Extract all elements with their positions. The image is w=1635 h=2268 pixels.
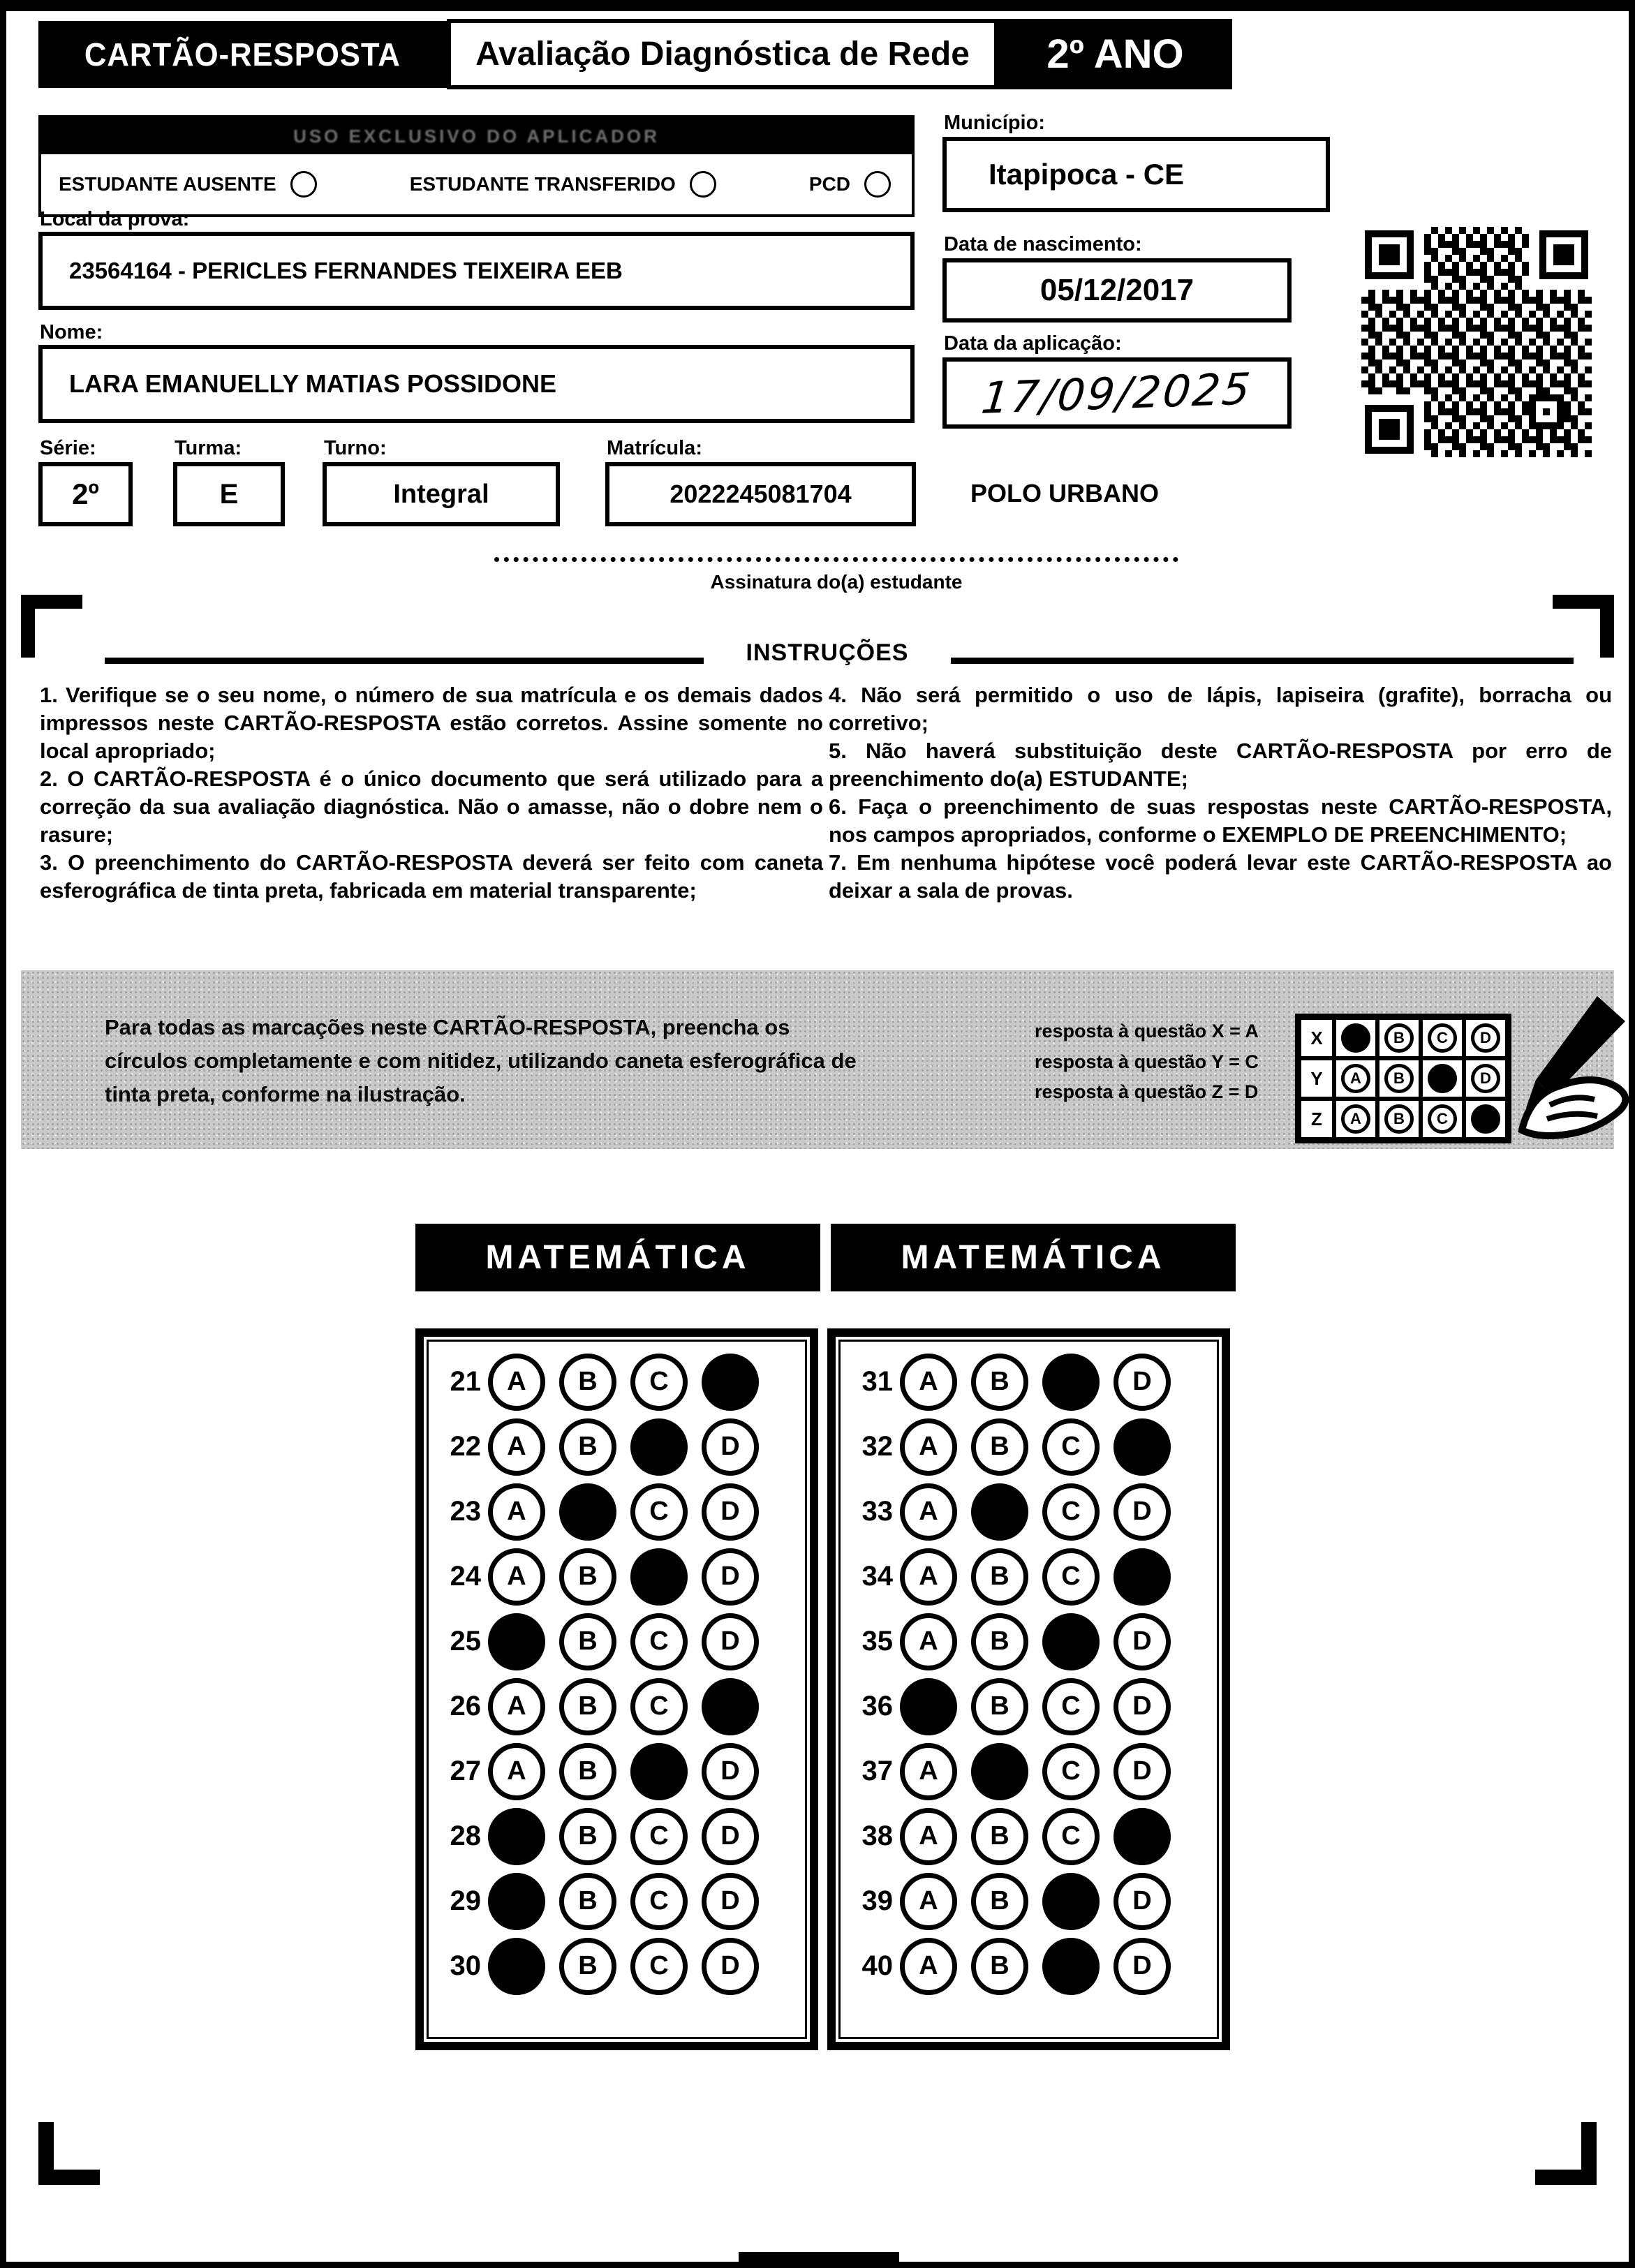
instruction-item: 4. Não será permitido o uso de lápis, lapiseira (grafite), borracha ou corretivo; bbox=[829, 683, 1612, 735]
bubble-A[interactable]: A bbox=[900, 1613, 957, 1670]
bubble-D[interactable]: D bbox=[1114, 1613, 1171, 1670]
question-number: 27 bbox=[450, 1756, 481, 1786]
bubble-C[interactable] bbox=[1042, 1873, 1100, 1930]
instructions-rule-left bbox=[105, 658, 704, 664]
question-number: 26 bbox=[450, 1691, 481, 1721]
bubble-A[interactable]: A bbox=[488, 1354, 545, 1411]
bubble-C[interactable] bbox=[630, 1743, 688, 1800]
bubble-C: C bbox=[1421, 1018, 1464, 1058]
question-bubbles bbox=[488, 1483, 759, 1541]
card-title: CARTÃO-RESPOSTA bbox=[38, 21, 447, 88]
bubble-A[interactable]: A bbox=[900, 1548, 957, 1606]
question-bubbles bbox=[488, 1743, 759, 1800]
bubble-B[interactable]: B bbox=[559, 1678, 616, 1735]
bubble-C[interactable]: C bbox=[1042, 1548, 1100, 1606]
bubble-D[interactable]: D bbox=[1114, 1743, 1171, 1800]
example-row-label: Z bbox=[1299, 1099, 1334, 1139]
bubble-C[interactable] bbox=[1042, 1613, 1100, 1670]
answer-grid-questions-21-30 bbox=[415, 1328, 818, 2050]
question-bubbles bbox=[900, 1743, 1171, 1800]
bubble-A[interactable]: A bbox=[900, 1743, 957, 1800]
question-bubbles bbox=[488, 1678, 759, 1735]
question-row bbox=[424, 1739, 810, 1804]
bubble-A[interactable]: A bbox=[900, 1354, 957, 1411]
qr-code bbox=[1361, 227, 1592, 457]
bubble-B[interactable]: B bbox=[971, 1354, 1028, 1411]
bubble-C[interactable]: C bbox=[630, 1613, 688, 1670]
nascimento-field bbox=[942, 258, 1292, 323]
bubble-D[interactable]: D bbox=[702, 1808, 759, 1865]
question-bubbles bbox=[900, 1483, 1171, 1541]
question-row bbox=[424, 1869, 810, 1934]
bubble-D[interactable]: D bbox=[702, 1938, 759, 1995]
turma-field bbox=[173, 462, 285, 526]
question-row bbox=[836, 1934, 1222, 1999]
bubble-C[interactable] bbox=[630, 1548, 688, 1606]
bubble-A bbox=[1334, 1018, 1377, 1058]
bubble-B[interactable] bbox=[971, 1743, 1028, 1800]
bubble-C[interactable] bbox=[630, 1418, 688, 1476]
instruction-item: 3. O preenchimento do CARTÃO-RESPOSTA deverá ser feito com caneta esferográfica de tinta preta, fabricada em material transparente; bbox=[40, 850, 823, 903]
local-field bbox=[38, 232, 915, 310]
question-row bbox=[424, 1349, 810, 1414]
bubble-C[interactable]: C bbox=[1042, 1483, 1100, 1541]
question-row bbox=[836, 1739, 1222, 1804]
status-options-row bbox=[41, 154, 912, 214]
question-row bbox=[424, 1934, 810, 1999]
turma-value: E bbox=[219, 478, 239, 510]
bubble-A[interactable]: A bbox=[900, 1483, 957, 1541]
question-number: 25 bbox=[450, 1626, 481, 1656]
bubble-B[interactable]: B bbox=[971, 1548, 1028, 1606]
status-option bbox=[410, 171, 716, 198]
bubble-B[interactable]: B bbox=[559, 1743, 616, 1800]
bubble-B[interactable]: B bbox=[971, 1938, 1028, 1995]
bubble-B[interactable]: B bbox=[971, 1873, 1028, 1930]
bubble-A[interactable]: A bbox=[488, 1548, 545, 1606]
question-number: 32 bbox=[861, 1431, 893, 1462]
status-option-circle[interactable] bbox=[690, 171, 716, 198]
bubble-C bbox=[1421, 1058, 1464, 1099]
nascimento-value: 05/12/2017 bbox=[1040, 273, 1194, 307]
serie-field bbox=[38, 462, 133, 526]
bubble-A[interactable] bbox=[488, 1938, 545, 1995]
question-bubbles bbox=[488, 1354, 759, 1411]
bubble-D[interactable]: D bbox=[702, 1548, 759, 1606]
instructions-left-column bbox=[40, 681, 823, 905]
question-number: 37 bbox=[861, 1756, 893, 1786]
question-row bbox=[424, 1609, 810, 1674]
bubble-D[interactable] bbox=[1114, 1548, 1171, 1606]
bubble-B[interactable]: B bbox=[971, 1808, 1028, 1865]
bubble-C[interactable]: C bbox=[630, 1873, 688, 1930]
question-bubbles bbox=[900, 1548, 1171, 1606]
legend-line: resposta à questão X = A bbox=[1035, 1021, 1259, 1042]
bubble-A[interactable]: A bbox=[488, 1678, 545, 1735]
local-label: Local da prova: bbox=[40, 208, 190, 230]
fill-example-band bbox=[21, 970, 1614, 1149]
question-number: 40 bbox=[861, 1950, 893, 1981]
instruction-item: 7. Em nenhuma hipótese você poderá levar este CARTÃO-RESPOSTA ao deixar a sala de provas. bbox=[829, 850, 1612, 903]
status-option bbox=[59, 171, 317, 198]
bubble-B[interactable]: B bbox=[971, 1418, 1028, 1476]
bottom-registration-bar bbox=[739, 2252, 899, 2268]
serie-value: 2º bbox=[72, 477, 99, 510]
bubble-D[interactable]: D bbox=[1114, 1354, 1171, 1411]
question-row bbox=[836, 1804, 1222, 1869]
instruction-item: 1. Verifique se o seu nome, o número de sua matrícula e os demais dados impressos neste CARTÃO-RESPOSTA estão corretos. Assine somente no local apropriado; bbox=[40, 683, 823, 763]
bubble-A[interactable] bbox=[900, 1678, 957, 1735]
bubble-D[interactable]: D bbox=[1114, 1873, 1171, 1930]
bubble-C: C bbox=[1421, 1099, 1464, 1139]
bubble-A[interactable]: A bbox=[900, 1808, 957, 1865]
bubble-B: B bbox=[1377, 1099, 1421, 1139]
status-option bbox=[809, 171, 891, 198]
question-bubbles bbox=[900, 1873, 1171, 1930]
bubble-A[interactable] bbox=[488, 1808, 545, 1865]
bubble-B[interactable]: B bbox=[559, 1613, 616, 1670]
bubble-B[interactable]: B bbox=[559, 1873, 616, 1930]
municipio-label: Município: bbox=[944, 112, 1045, 134]
bubble-C[interactable]: C bbox=[630, 1938, 688, 1995]
corner-bracket-top-right bbox=[1553, 595, 1614, 658]
serie-label: Série: bbox=[40, 437, 96, 459]
question-row bbox=[836, 1414, 1222, 1479]
question-row bbox=[836, 1349, 1222, 1414]
bubble-D[interactable] bbox=[1114, 1418, 1171, 1476]
question-number: 35 bbox=[861, 1626, 893, 1656]
instruction-item: 6. Faça o preenchimento de suas respostas neste CARTÃO-RESPOSTA, nos campos apropriados, conforme o EXEMPLO DE PREENCHIMENTO; bbox=[829, 794, 1612, 847]
bubble-A[interactable]: A bbox=[900, 1418, 957, 1476]
bubble-B[interactable]: B bbox=[971, 1613, 1028, 1670]
matricula-label: Matrícula: bbox=[607, 437, 702, 459]
question-row bbox=[836, 1544, 1222, 1609]
status-option-label: ESTUDANTE TRANSFERIDO bbox=[409, 173, 676, 195]
bubble-B: B bbox=[1377, 1058, 1421, 1099]
question-row bbox=[424, 1804, 810, 1869]
corner-bracket-bottom-left bbox=[38, 2122, 100, 2185]
aplicacao-handwritten-value: 17/09/2025 bbox=[979, 362, 1255, 424]
instructions-right-column bbox=[829, 681, 1612, 905]
applicator-bar bbox=[41, 118, 912, 154]
bubble-C[interactable]: C bbox=[1042, 1808, 1100, 1865]
bubble-C[interactable]: C bbox=[630, 1678, 688, 1735]
turno-label: Turno: bbox=[324, 437, 387, 459]
question-number: 39 bbox=[861, 1885, 893, 1916]
question-number: 33 bbox=[861, 1496, 893, 1527]
local-value: 23564164 - PERICLES FERNANDES TEIXEIRA EEB bbox=[69, 258, 623, 283]
question-bubbles bbox=[900, 1808, 1171, 1865]
bubble-A: A bbox=[1334, 1058, 1377, 1099]
instruction-item: 2. O CARTÃO-RESPOSTA é o único documento que será utilizado para a correção da sua avaliação diagnóstica. Não o amasse, não o dobre nem o rasure; bbox=[40, 766, 823, 847]
instruction-item: 5. Não haverá substituição deste CARTÃO-RESPOSTA por erro de preenchimento do(a) ESTUDANTE; bbox=[829, 738, 1612, 791]
legend-line: resposta à questão Z = D bbox=[1035, 1081, 1259, 1103]
bubble-D[interactable] bbox=[702, 1678, 759, 1735]
question-row bbox=[424, 1414, 810, 1479]
question-bubbles bbox=[488, 1873, 759, 1930]
hand-pen-illustration bbox=[1480, 990, 1635, 1150]
fill-example-text: Para todas as marcações neste CARTÃO-RESPOSTA, preencha os círculos completamente e com nitidez, utilizando caneta esferográfica de tinta preta, conforme na ilustração. bbox=[105, 1015, 857, 1107]
question-bubbles bbox=[488, 1938, 759, 1995]
question-number: 22 bbox=[450, 1431, 481, 1462]
signature-label: Assinatura do(a) estudante bbox=[710, 571, 963, 593]
municipio-value: Itapipoca - CE bbox=[989, 158, 1185, 191]
question-row bbox=[424, 1674, 810, 1739]
instructions-title: INSTRUÇÕES bbox=[746, 639, 909, 666]
assessment-subtitle: Avaliação Diagnóstica de Rede bbox=[447, 19, 998, 89]
bubble-B[interactable]: B bbox=[971, 1678, 1028, 1735]
example-row-label: X bbox=[1299, 1018, 1334, 1058]
status-option-label: PCD bbox=[808, 173, 850, 195]
bubble-C[interactable] bbox=[1042, 1354, 1100, 1411]
bubble-C[interactable]: C bbox=[1042, 1743, 1100, 1800]
question-row bbox=[424, 1479, 810, 1544]
question-number: 24 bbox=[450, 1561, 481, 1592]
section-header-matematica-1: MATEMÁTICA bbox=[415, 1224, 820, 1291]
bubble-A[interactable]: A bbox=[900, 1938, 957, 1995]
bubble-A[interactable] bbox=[488, 1873, 545, 1930]
turno-value: Integral bbox=[393, 479, 489, 509]
nome-field bbox=[38, 345, 915, 423]
question-number: 36 bbox=[861, 1691, 893, 1721]
example-row-label: Y bbox=[1299, 1058, 1334, 1099]
bubble-D[interactable]: D bbox=[1114, 1938, 1171, 1995]
polo-label: POLO URBANO bbox=[970, 479, 1159, 507]
bubble-A[interactable]: A bbox=[488, 1743, 545, 1800]
question-bubbles bbox=[900, 1418, 1171, 1476]
question-row bbox=[424, 1544, 810, 1609]
question-number: 31 bbox=[861, 1366, 893, 1397]
signature-line[interactable] bbox=[494, 557, 1178, 562]
turno-field bbox=[323, 462, 560, 526]
bubble-B[interactable] bbox=[971, 1483, 1028, 1541]
corner-bracket-top-left bbox=[21, 595, 82, 658]
status-option-circle[interactable] bbox=[864, 171, 891, 198]
bubble-D[interactable]: D bbox=[702, 1743, 759, 1800]
corner-bracket-bottom-right bbox=[1535, 2122, 1597, 2185]
question-row bbox=[836, 1674, 1222, 1739]
turma-label: Turma: bbox=[175, 437, 242, 459]
bubble-A[interactable] bbox=[488, 1613, 545, 1670]
answer-grid-questions-31-40 bbox=[827, 1328, 1230, 2050]
bubble-A[interactable]: A bbox=[488, 1418, 545, 1476]
question-bubbles bbox=[900, 1938, 1171, 1995]
question-row bbox=[836, 1609, 1222, 1674]
bubble-D[interactable]: D bbox=[702, 1418, 759, 1476]
nome-label: Nome: bbox=[40, 321, 103, 343]
bubble-D[interactable]: D bbox=[702, 1483, 759, 1541]
question-number: 21 bbox=[450, 1366, 481, 1397]
instructions-rule-right bbox=[951, 658, 1574, 664]
question-number: 28 bbox=[450, 1821, 481, 1851]
question-bubbles bbox=[900, 1678, 1171, 1735]
bubble-D[interactable] bbox=[1114, 1808, 1171, 1865]
question-bubbles bbox=[488, 1613, 759, 1670]
question-bubbles bbox=[488, 1418, 759, 1476]
matricula-field bbox=[605, 462, 916, 526]
question-bubbles bbox=[900, 1354, 1171, 1411]
bubble-C[interactable] bbox=[1042, 1938, 1100, 1995]
question-number: 29 bbox=[450, 1885, 481, 1916]
question-bubbles bbox=[488, 1808, 759, 1865]
bubble-C[interactable]: C bbox=[1042, 1418, 1100, 1476]
example-grid bbox=[1295, 1014, 1511, 1143]
fill-example-legend bbox=[1035, 1016, 1259, 1108]
bubble-B: B bbox=[1377, 1018, 1421, 1058]
bubble-C[interactable]: C bbox=[630, 1354, 688, 1411]
applicator-bar-label: USO EXCLUSIVO DO APLICADOR bbox=[293, 125, 660, 147]
bubble-B[interactable]: B bbox=[559, 1808, 616, 1865]
matricula-value: 2022245081704 bbox=[669, 480, 852, 508]
bubble-B[interactable]: B bbox=[559, 1354, 616, 1411]
bubble-D[interactable]: D bbox=[1114, 1678, 1171, 1735]
bubble-B[interactable]: B bbox=[559, 1938, 616, 1995]
bubble-A[interactable]: A bbox=[488, 1483, 545, 1541]
question-number: 23 bbox=[450, 1496, 481, 1527]
bubble-D[interactable]: D bbox=[702, 1613, 759, 1670]
bubble-B[interactable]: B bbox=[559, 1548, 616, 1606]
status-option-label: ESTUDANTE AUSENTE bbox=[59, 173, 276, 195]
section-header-matematica-2: MATEMÁTICA bbox=[831, 1224, 1236, 1291]
question-row bbox=[836, 1479, 1222, 1544]
bubble-D[interactable]: D bbox=[1114, 1483, 1171, 1541]
bubble-D: D bbox=[1464, 1058, 1507, 1099]
bubble-C[interactable]: C bbox=[1042, 1678, 1100, 1735]
status-option-circle[interactable] bbox=[290, 171, 317, 198]
question-row bbox=[836, 1869, 1222, 1934]
question-bubbles bbox=[488, 1548, 759, 1606]
question-number: 38 bbox=[861, 1821, 893, 1851]
nome-value: LARA EMANUELLY MATIAS POSSIDONE bbox=[69, 369, 557, 398]
question-bubbles bbox=[900, 1613, 1171, 1670]
legend-line: resposta à questão Y = C bbox=[1035, 1051, 1259, 1072]
municipio-field bbox=[942, 137, 1330, 212]
aplicacao-field[interactable] bbox=[942, 357, 1292, 429]
applicator-section bbox=[38, 115, 915, 217]
question-number: 30 bbox=[450, 1950, 481, 1981]
bubble-D[interactable]: D bbox=[702, 1873, 759, 1930]
aplicacao-label: Data da aplicação: bbox=[944, 332, 1122, 355]
bubble-D: D bbox=[1464, 1018, 1507, 1058]
bubble-A[interactable]: A bbox=[900, 1873, 957, 1930]
bubble-A: A bbox=[1334, 1099, 1377, 1139]
bubble-C[interactable]: C bbox=[630, 1483, 688, 1541]
bubble-C[interactable]: C bbox=[630, 1808, 688, 1865]
question-number: 34 bbox=[861, 1561, 893, 1592]
bubble-D[interactable] bbox=[702, 1354, 759, 1411]
bubble-B[interactable]: B bbox=[559, 1418, 616, 1476]
bubble-B[interactable] bbox=[559, 1483, 616, 1541]
grade-badge: 2º ANO bbox=[998, 19, 1232, 89]
nascimento-label: Data de nascimento: bbox=[944, 233, 1142, 255]
